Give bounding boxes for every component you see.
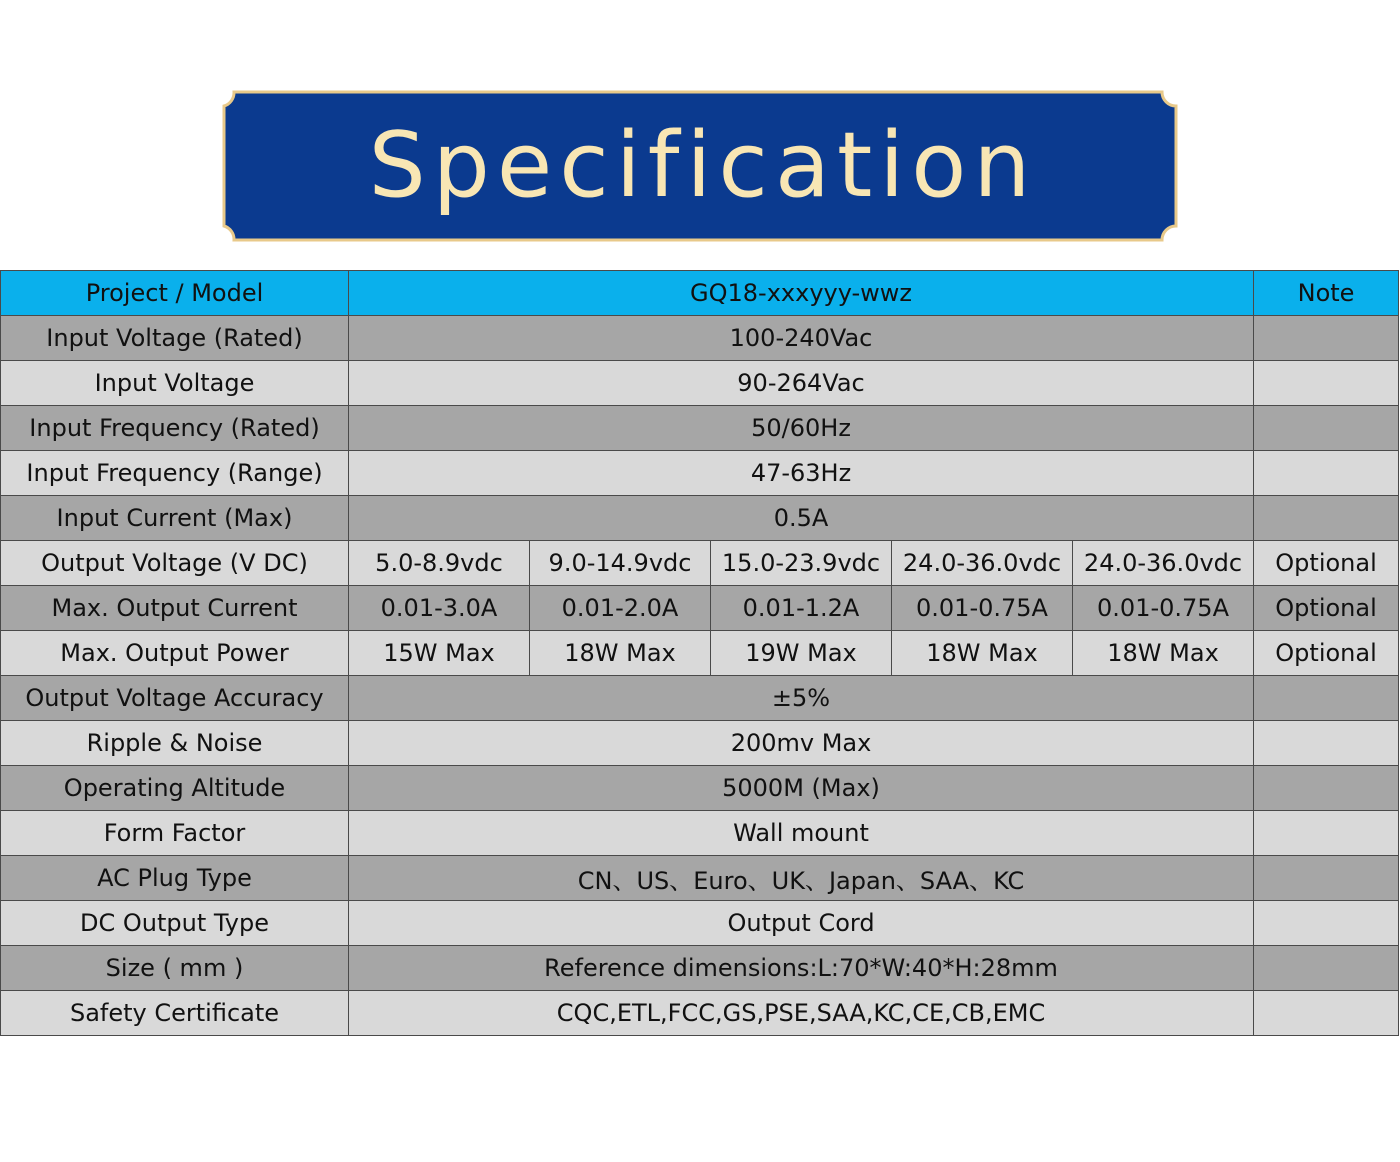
row-note (1254, 451, 1399, 496)
row-value: 50/60Hz (349, 406, 1254, 451)
row-label: Input Frequency (Range) (1, 451, 349, 496)
row-label: Input Current (Max) (1, 496, 349, 541)
row-label: Input Voltage (Rated) (1, 316, 349, 361)
row-value-cell: 15W Max (349, 631, 530, 676)
row-value: Reference dimensions:L:70*W:40*H:28mm (349, 946, 1254, 991)
row-value: CQC,ETL,FCC,GS,PSE,SAA,KC,CE,CB,EMC (349, 991, 1254, 1036)
row-label: Max. Output Current (1, 586, 349, 631)
table-row (1, 676, 1399, 721)
row-value: 200mv Max (349, 721, 1254, 766)
specification-banner (220, 88, 1180, 244)
row-value-cell: 24.0-36.0vdc (892, 541, 1073, 586)
header-label-cell: Project / Model (1, 271, 349, 316)
row-value: Output Cord (349, 901, 1254, 946)
table-row (1, 991, 1399, 1036)
row-value: 90-264Vac (349, 361, 1254, 406)
row-value-cell: 19W Max (711, 631, 892, 676)
row-note: Optional (1254, 541, 1399, 586)
table-row (1, 361, 1399, 406)
header-model-cell: GQ18-xxxyyy-wwz (349, 271, 1254, 316)
row-value: 0.5A (349, 496, 1254, 541)
row-note (1254, 406, 1399, 451)
row-value-cell: 5.0-8.9vdc (349, 541, 530, 586)
table-header-row (1, 271, 1399, 316)
row-value: Wall mount (349, 811, 1254, 856)
table-row (1, 631, 1399, 676)
row-note (1254, 676, 1399, 721)
row-note (1254, 991, 1399, 1036)
row-label: Output Voltage Accuracy (1, 676, 349, 721)
row-value-cell: 0.01-2.0A (530, 586, 711, 631)
specification-table (0, 270, 1399, 1036)
row-note: Optional (1254, 631, 1399, 676)
row-label: Max. Output Power (1, 631, 349, 676)
page-title: Specification (368, 113, 1038, 218)
row-value: 47-63Hz (349, 451, 1254, 496)
row-note (1254, 766, 1399, 811)
row-value-cell: 18W Max (892, 631, 1073, 676)
row-note (1254, 901, 1399, 946)
row-note (1254, 946, 1399, 991)
table-row (1, 586, 1399, 631)
table-row (1, 451, 1399, 496)
row-label: Output Voltage (V DC) (1, 541, 349, 586)
table-row (1, 946, 1399, 991)
row-value-cell: 24.0-36.0vdc (1073, 541, 1254, 586)
row-value-cell: 15.0-23.9vdc (711, 541, 892, 586)
row-label: Form Factor (1, 811, 349, 856)
row-label: AC Plug Type (1, 856, 349, 901)
table-row (1, 721, 1399, 766)
table-row (1, 541, 1399, 586)
row-label: Safety Certificate (1, 991, 349, 1036)
table-row (1, 901, 1399, 946)
row-label: Input Voltage (1, 361, 349, 406)
row-label: Input Frequency (Rated) (1, 406, 349, 451)
row-value: ±5% (349, 676, 1254, 721)
row-value-cell: 18W Max (530, 631, 711, 676)
row-note (1254, 496, 1399, 541)
row-label: Operating Altitude (1, 766, 349, 811)
row-value: CN、US、Euro、UK、Japan、SAA、KC (349, 856, 1254, 901)
row-label: DC Output Type (1, 901, 349, 946)
table-row (1, 406, 1399, 451)
row-note (1254, 811, 1399, 856)
row-label: Size ( mm ) (1, 946, 349, 991)
row-note: Optional (1254, 586, 1399, 631)
row-note (1254, 316, 1399, 361)
row-value-cell: 9.0-14.9vdc (530, 541, 711, 586)
table-row (1, 766, 1399, 811)
row-note (1254, 721, 1399, 766)
row-note (1254, 856, 1399, 901)
row-value: 100-240Vac (349, 316, 1254, 361)
row-value-cell: 18W Max (1073, 631, 1254, 676)
row-note (1254, 361, 1399, 406)
row-value-cell: 0.01-3.0A (349, 586, 530, 631)
table-row (1, 496, 1399, 541)
row-value-cell: 0.01-0.75A (892, 586, 1073, 631)
row-value: 5000M (Max) (349, 766, 1254, 811)
table-row (1, 811, 1399, 856)
table-row (1, 316, 1399, 361)
table-row (1, 856, 1399, 901)
row-label: Ripple & Noise (1, 721, 349, 766)
header-note-cell: Note (1254, 271, 1399, 316)
row-value-cell: 0.01-0.75A (1073, 586, 1254, 631)
row-value-cell: 0.01-1.2A (711, 586, 892, 631)
